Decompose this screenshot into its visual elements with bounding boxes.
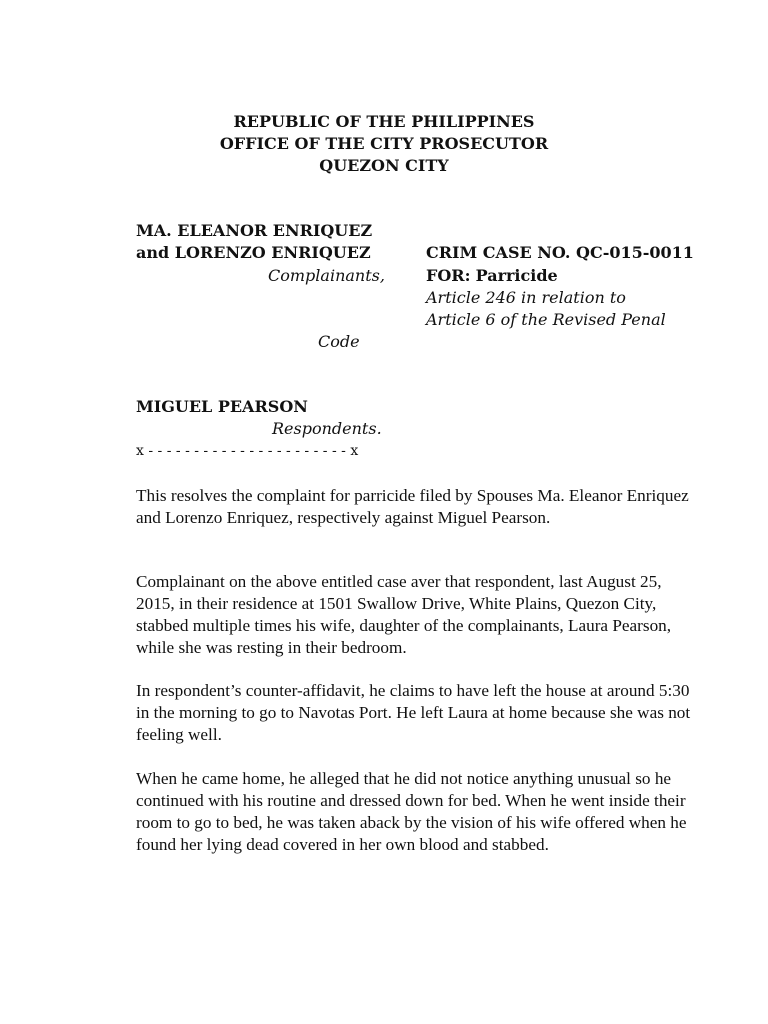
respondent-name: MIGUEL PEARSON — [136, 397, 308, 416]
article-line2: Article 6 of the Revised Penal — [426, 310, 666, 329]
case-number: CRIM CASE NO. QC-015-0011 — [426, 243, 694, 262]
complainant-name-line1: MA. ELEANOR ENRIQUEZ — [136, 221, 373, 240]
respondents-label: Respondents. — [272, 419, 382, 438]
article-line1: Article 246 in relation to — [426, 288, 626, 307]
complainant-name-line2: and LORENZO ENRIQUEZ — [136, 243, 371, 262]
article-line3: Code — [318, 332, 360, 351]
header-republic: REPUBLIC OF THE PHILIPPINES — [233, 112, 535, 131]
for-label: FOR: — [426, 266, 471, 285]
header-office: OFFICE OF THE CITY PROSECUTOR — [219, 134, 549, 153]
caption-separator: x - - - - - - - - - - - - - - - - - - - - - - x — [136, 443, 359, 459]
paragraph-2: Complainant on the above entitled case aver that respondent, last August 25, 2015, in their residence at 1501 Swallow Drive, White Plains, Quezon City, stabbed multiple times his wife, daughter of the complainants, Laura Pearson, while she was resting in their bedroom. — [136, 572, 672, 657]
paragraph-3: In respondent’s counter-affidavit, he claims to have left the house at around 5:30 in the morning to go to Navotas Port. He left Laura at home because she was not feeling well. — [136, 681, 691, 744]
for-value: Parricide — [475, 266, 558, 285]
paragraph-1: This resolves the complaint for parricide filed by Spouses Ma. Eleanor Enriquez and Lorenzo Enriquez, respectively against Miguel Pearson. — [136, 486, 689, 527]
header-city: QUEZON CITY — [319, 156, 449, 175]
complainants-label: Complainants, — [268, 266, 385, 285]
for-line — [426, 266, 558, 286]
paragraph-4: When he came home, he alleged that he did not notice anything unusual so he continued with his routine and dressed down for bed. When he went inside their room to go to bed, he was taken aback by the vision of his wife offered when he found her lying dead covered in her own blood and stabbed. — [136, 769, 687, 854]
